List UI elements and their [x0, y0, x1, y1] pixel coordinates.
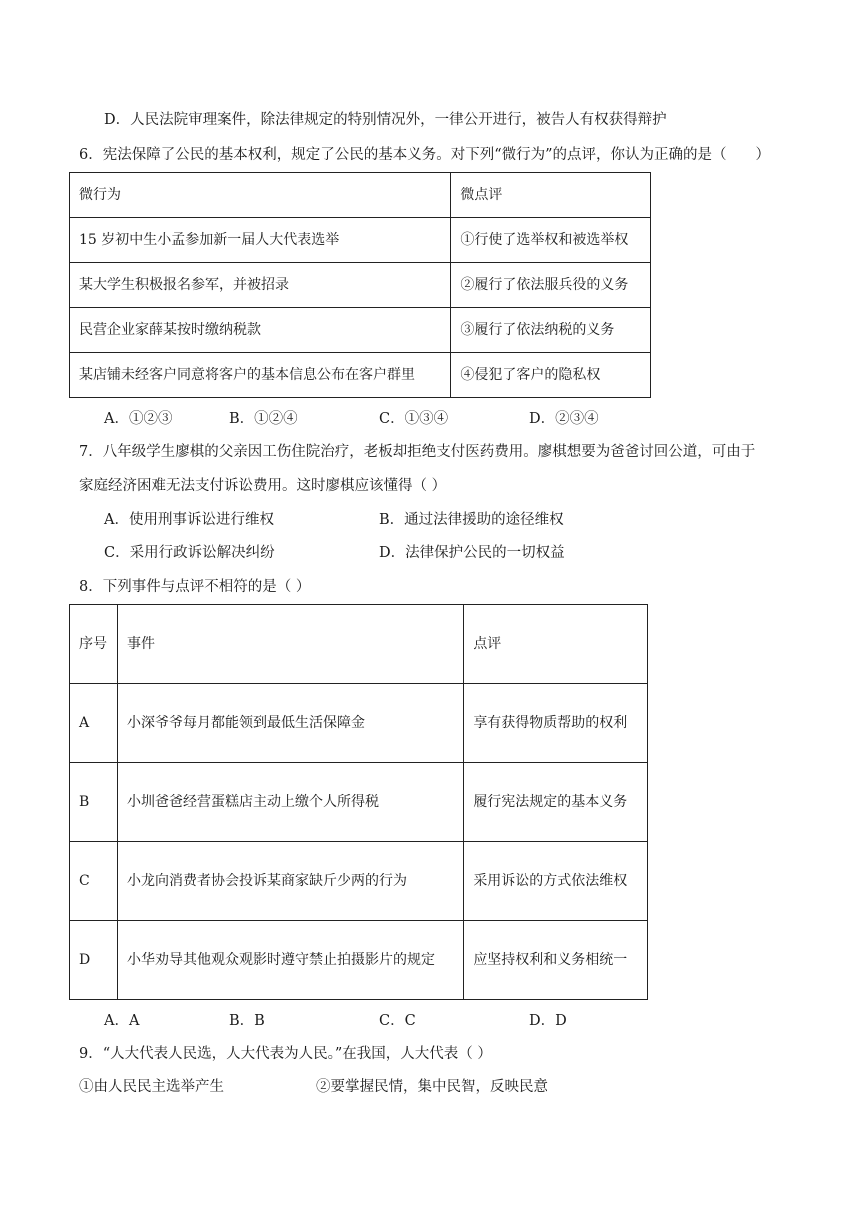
table-cell: 小深爷爷每月都能领到最低生活保障金 — [117, 684, 463, 763]
table-cell: ④侵犯了客户的隐私权 — [451, 353, 651, 398]
table-row — [70, 218, 651, 263]
table-cell: 某店铺未经客户同意将客户的基本信息公布在客户群里 — [70, 353, 451, 398]
table-header-row — [70, 173, 651, 218]
table-cell: 小龙向消费者协会投诉某商家缺斤少两的行为 — [117, 842, 463, 921]
q6-option-d[interactable]: D．②③④ — [529, 411, 599, 427]
table-row — [70, 308, 651, 353]
q6-option-b[interactable]: B．①②④ — [229, 411, 298, 427]
table-cell: 采用诉讼的方式依法维权 — [464, 842, 648, 921]
table-cell: 履行宪法规定的基本义务 — [464, 763, 648, 842]
q7-stem-line2: 家庭经济困难无法支付诉讼费用。这时廖棋应该懂得（ ） — [79, 478, 447, 494]
table-cell: ①行使了选举权和被选举权 — [451, 218, 651, 263]
table-cell: A — [70, 684, 118, 763]
table-cell: 小华劝导其他观众观影时遵守禁止拍摄影片的规定 — [117, 921, 463, 1000]
table-header-cell: 事件 — [117, 605, 463, 684]
table-cell: ②履行了依法服兵役的义务 — [451, 263, 651, 308]
table-cell: D — [70, 921, 118, 1000]
table-row — [70, 842, 648, 921]
table-cell: ③履行了依法纳税的义务 — [451, 308, 651, 353]
table-row — [70, 763, 648, 842]
table-cell: 民营企业家薛某按时缴纳税款 — [70, 308, 451, 353]
q6-option-c[interactable]: C．①③④ — [379, 411, 449, 427]
table-header-cell: 微行为 — [70, 173, 451, 218]
table-row — [70, 684, 648, 763]
table-cell: 小圳爸爸经营蛋糕店主动上缴个人所得税 — [117, 763, 463, 842]
q6-stem: 6．宪法保障了公民的基本权利，规定了公民的基本义务。对下列“微行为”的点评，你认为正确的是（ ） — [79, 147, 771, 163]
q6-option-a[interactable]: A．①②③ — [104, 411, 173, 427]
table-cell: 15 岁初中生小孟参加新一届人大代表选举 — [70, 218, 451, 263]
q8-option-b[interactable]: B．B — [229, 1013, 265, 1029]
q7-option-a[interactable]: A．使用刑事诉讼进行维权 — [104, 512, 274, 528]
q5-option-d: D．人民法院审理案件，除法律规定的特别情况外，一律公开进行，被告人有权获得辩护 — [104, 112, 667, 128]
q9-item-1: ①由人民民主选举产生 — [79, 1079, 224, 1095]
q8-table — [69, 604, 648, 1000]
table-cell: 应坚持权利和义务相统一 — [464, 921, 648, 1000]
q6-table — [69, 172, 651, 398]
table-header-cell: 点评 — [464, 605, 648, 684]
table-cell: C — [70, 842, 118, 921]
q9-item-2: ②要掌握民情，集中民智，反映民意 — [316, 1079, 548, 1095]
q8-stem: 8．下列事件与点评不相符的是（ ） — [79, 579, 311, 595]
q7-option-b[interactable]: B．通过法律援助的途径维权 — [379, 512, 564, 528]
table-header-row — [70, 605, 648, 684]
table-header-cell: 微点评 — [451, 173, 651, 218]
table-row — [70, 353, 651, 398]
table-cell: 某大学生积极报名参军，并被招录 — [70, 263, 451, 308]
table-cell: 享有获得物质帮助的权利 — [464, 684, 648, 763]
table-row — [70, 263, 651, 308]
table-cell: B — [70, 763, 118, 842]
q8-option-a[interactable]: A．A — [104, 1013, 140, 1029]
q9-stem: 9．“人大代表人民选，人大代表为人民。”在我国，人大代表（ ） — [79, 1046, 492, 1062]
q7-option-d[interactable]: D．法律保护公民的一切权益 — [379, 545, 565, 561]
q8-option-d[interactable]: D．D — [529, 1013, 567, 1029]
q7-option-c[interactable]: C．采用行政诉讼解决纠纷 — [104, 545, 275, 561]
q8-option-c[interactable]: C．C — [379, 1013, 416, 1029]
table-header-cell: 序号 — [70, 605, 118, 684]
table-row — [70, 921, 648, 1000]
q7-stem-line1: 7．八年级学生廖棋的父亲因工伤住院治疗，老板却拒绝支付医药费用。廖棋想要为爸爸讨回公道，可由于 — [79, 444, 756, 460]
